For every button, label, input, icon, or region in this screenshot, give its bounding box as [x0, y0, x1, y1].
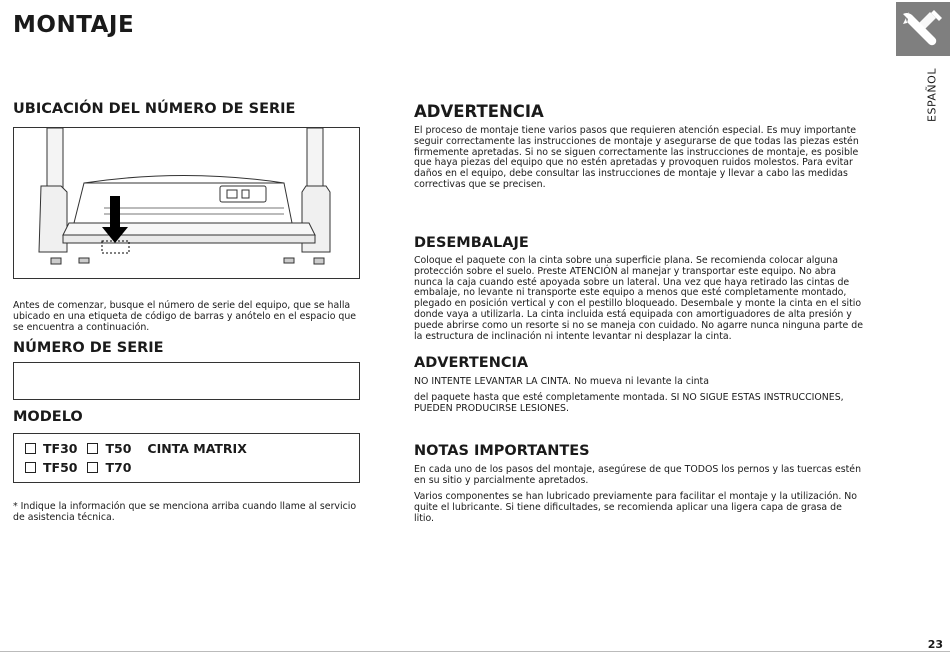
model-row	[25, 458, 359, 477]
model-option-t50[interactable]: T50	[87, 441, 131, 456]
warning1-heading: ADVERTENCIA	[414, 102, 544, 121]
model-option-cinta-matrix: CINTA MATRIX	[147, 441, 247, 456]
serial-number-field[interactable]	[13, 362, 360, 400]
warning2-line1: NO INTENTE LEVANTAR LA CINTA. No mueva ni levante la cinta	[414, 376, 709, 387]
checkbox[interactable]	[87, 443, 98, 454]
section-tab	[896, 2, 950, 56]
warning2-line2: del paquete hasta que esté completamente montada. SI NO SIGUE ESTAS INSTRUCCIONES, PUEDEN PRODUCIRSE LESIONES.	[414, 392, 844, 414]
model-option-tf50[interactable]: TF50	[25, 460, 77, 475]
footnote: * Indique la información que se menciona arriba cuando llame al servicio de asistencia técnica.	[13, 501, 357, 523]
model-row	[25, 439, 359, 458]
treadmill-drawing	[14, 128, 359, 278]
warning2-heading: ADVERTENCIA	[414, 355, 529, 371]
model-heading: MODELO	[13, 409, 83, 425]
page-number: 23	[927, 638, 943, 651]
notes-heading: NOTAS IMPORTANTES	[414, 443, 590, 459]
footer-divider	[0, 651, 950, 652]
unpacking-heading: DESEMBALAJE	[414, 235, 529, 251]
notes-text-1: En cada uno de los pasos del montaje, asegúrese de que TODOS los pernos y las tuercas estén en su sitio y parcialmente apretados.	[414, 464, 862, 486]
warning1-text: El proceso de montaje tiene varios pasos que requieren atención especial. Es muy importante seguir correctamente las instrucciones de montaje y asegurarse de que todas las piezas estén firmemente apretadas. Si no se siguen correctamente las instrucciones de montaje, es posible que haya piezas del equipo que no estén apretadas y provoquen ruidos molestos. Para evitar daños en el equipo, debe consultar las instrucciones de montaje y llevar a cabo las medidas correctivas que se precisen.	[414, 125, 859, 190]
language-tab	[920, 60, 944, 130]
serial-number-heading: NÚMERO DE SERIE	[13, 340, 164, 356]
unpacking-text: Coloque el paquete con la cinta sobre una superficie plana. Se recomienda colocar alguna protección sobre el suelo. Preste ATENCIÓN al manejar y transportar este equipo. No abra nunca la caja cuando esté apoyada sobre un lateral. Una vez que haya retirado las cintas de embalaje, no levante ni transporte este equipo a menos que esté completamente montado, plegado en posición vertical y con el pestillo bloqueado. Desembale y monte la cinta en el sitio donde vaya a utilizarla. La cinta incluida está equipada con amortiguadores de alta presión y puede abrirse como un resorte si no se maneja con cuidado. No agarre nunca ninguna parte de la estructura de inclinación ni intente levantar ni desplazar la cinta.	[414, 255, 863, 342]
intro-paragraph: Antes de comenzar, busque el número de serie del equipo, que se halla ubicado en una etiqueta de código de barras y anótelo en el espacio que se encuentra a continuación.	[13, 300, 357, 333]
model-option-t70[interactable]: T70	[87, 460, 131, 475]
serial-location-heading: UBICACIÓN DEL NÚMERO DE SERIE	[13, 101, 296, 117]
language-label: ESPAÑOL	[925, 68, 939, 122]
wrench-icon	[896, 2, 950, 56]
checkbox[interactable]	[25, 443, 36, 454]
notes-text-2: Varios componentes se han lubricado previamente para facilitar el montaje y la utilización. No quite el lubricante. Si tiene dificultades, se recomienda aplicar una ligera capa de grasa de litio.	[414, 491, 858, 524]
page-title: MONTAJE	[13, 12, 135, 38]
model-option-tf30[interactable]: TF30	[25, 441, 77, 456]
checkbox[interactable]	[25, 462, 36, 473]
model-box	[13, 433, 360, 483]
treadmill-illustration	[13, 127, 360, 279]
checkbox[interactable]	[87, 462, 98, 473]
